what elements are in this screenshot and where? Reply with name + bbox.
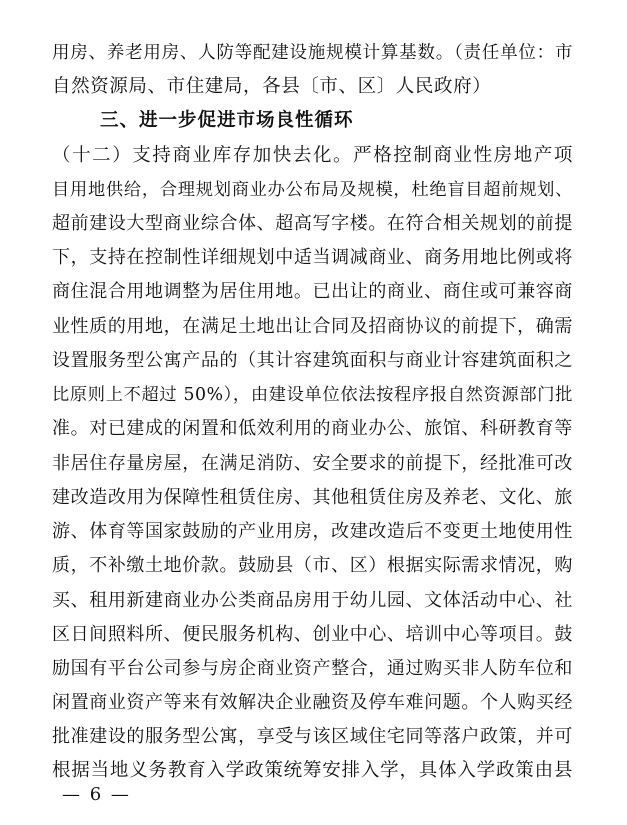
text-line: 游、体育等国家鼓励的产业用房，改建改造后不变更土地使用性 xyxy=(52,521,573,542)
text-line: 商住混合用地调整为居住用地。已出让的商业、商住或可兼容商 xyxy=(52,281,573,302)
text-line: 闲置商业资产等来有效解决企业融资及停车难问题。个人购买经 xyxy=(52,692,573,713)
page-number: — 6 — xyxy=(62,784,131,805)
text-line: 励国有平台公司参与房企商业资产整合，通过购买非人防车位和 xyxy=(52,658,573,679)
text-line: 建改造改用为保障性租赁住房、其他租赁住房及养老、文化、旅 xyxy=(52,487,573,508)
text-line: 设置服务型公寓产品的（其计容建筑面积与商业计容建筑面积之 xyxy=(52,350,573,371)
text-line: （十二）支持商业库存加快去化。严格控制商业性房地产项 xyxy=(52,145,573,166)
text-line: 质，不补缴土地价款。鼓励县（市、区）根据实际需求情况，购 xyxy=(52,555,573,576)
text-line: 准。对已建成的闲置和低效利用的商业办公、旅馆、科研教育等 xyxy=(52,418,573,439)
text-line: 业性质的用地，在满足土地出让合同及招商协议的前提下，确需 xyxy=(52,316,573,337)
text-line: 自然资源局、市住建局，各县〔市、区〕人民政府） xyxy=(52,76,492,97)
text-line: 批准建设的服务型公寓，享受与该区域住宅同等落户政策，并可 xyxy=(52,726,573,747)
text-line: 根据当地义务教育入学政策统筹安排入学，具体入学政策由县 xyxy=(52,760,573,781)
text-line: 超前建设大型商业综合体、超高写字楼。在符合相关规划的前提 xyxy=(52,213,573,234)
text-line: 下，支持在控制性详细规划中适当调减商业、商务用地比例或将 xyxy=(52,247,573,268)
text-line: 区日间照料所、便民服务机构、创业中心、培训中心等项目。鼓 xyxy=(52,624,573,645)
text-line: 买、租用新建商业办公类商品房用于幼儿园、文体活动中心、社 xyxy=(52,590,573,611)
text-line: 非居住存量房屋，在满足消防、安全要求的前提下，经批准可改 xyxy=(52,453,573,474)
section-heading: 三、进一步促进市场良性循环 xyxy=(100,110,354,131)
text-line: 比原则上不超过 50%），由建设单位依法按程序报自然资源部门批 xyxy=(52,385,573,405)
text-line: 用房、养老用房、人防等配建设施规模计算基数。（责任单位：市 xyxy=(52,43,573,63)
text-line: 目用地供给，合理规划商业办公布局及规模，杜绝盲目超前规划、 xyxy=(52,180,573,200)
